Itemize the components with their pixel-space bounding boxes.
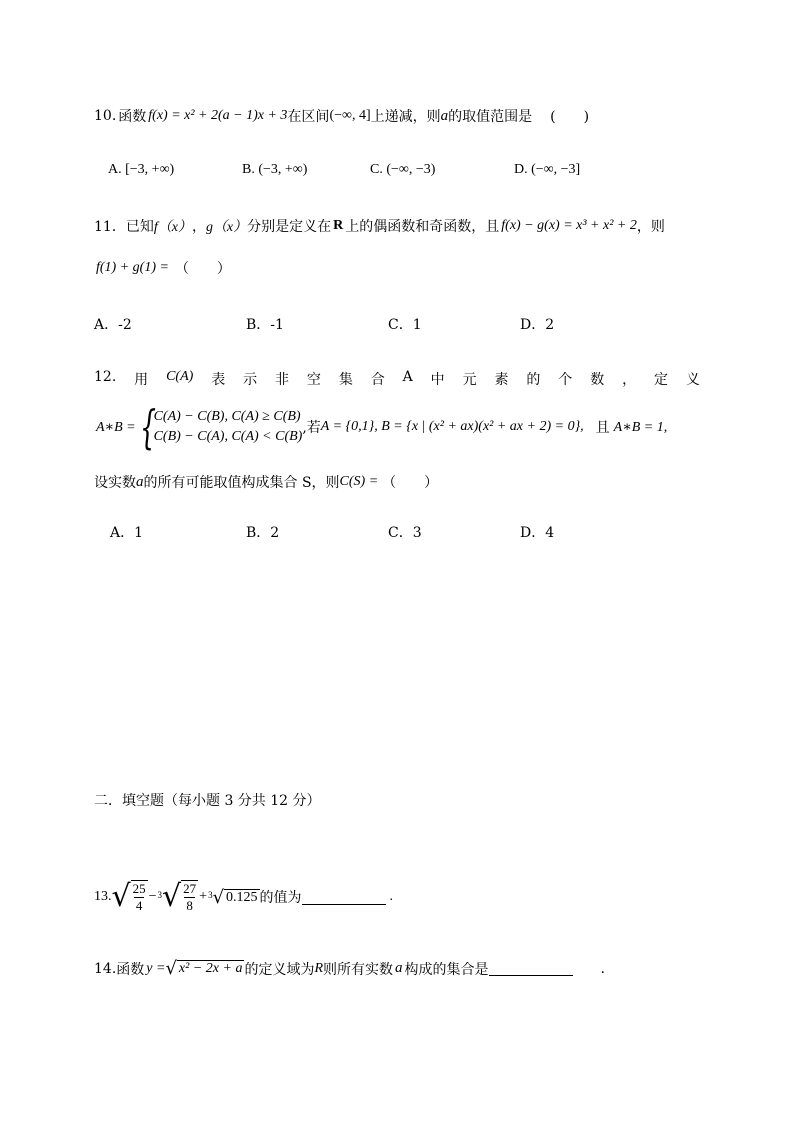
q10-number: 10. [94, 108, 117, 124]
q12-number: 12. [94, 369, 117, 385]
q14-r: R [314, 960, 324, 976]
q10-interval: (−∞, 4] [329, 108, 371, 123]
q13-answer-blank[interactable] [302, 890, 386, 905]
q10-tail2: 的取值范围是 [448, 109, 533, 125]
q13-plus: + [199, 889, 208, 904]
q12-line1-char: 个 [558, 372, 573, 388]
q11-fx: f（x） [153, 220, 192, 235]
q11-sum: f(1) + g(1) = [96, 260, 169, 275]
q12-line3 [94, 472, 438, 492]
q11-end: ，则 [636, 219, 665, 235]
q12-line1-char: 中 [430, 372, 445, 388]
q13-root-index-1: 3 [157, 890, 163, 900]
q12-line1-char: 示 [243, 372, 258, 388]
q13-frac2-num: 27 [183, 881, 197, 896]
q10-paren: ( ) [550, 109, 590, 125]
q12-line1-char: 定 [654, 372, 669, 388]
q14-tail: 构成的集合是 [404, 961, 489, 978]
q14-lead: 函数 [116, 961, 145, 978]
q13-frac-2 [181, 880, 198, 914]
q12-line3a: 设实数 [94, 475, 136, 491]
q14-answer-blank[interactable] [489, 961, 573, 976]
question-14 [94, 958, 605, 979]
q11-gx: g（x） [205, 220, 248, 235]
q12-line1-char: 数 [590, 372, 605, 388]
q10-formula: f(x) = x² + 2(a − 1)x + 3 [148, 108, 288, 123]
q11-option-a: A．-2 [94, 317, 132, 333]
q14-y: y = [146, 960, 166, 976]
q12-line1-char: 集 [338, 372, 353, 388]
question-11 [94, 216, 665, 236]
q11-number: 11． [94, 219, 126, 235]
q12-brace: { [139, 400, 156, 454]
section-2-title: 二．填空题（每小题 3 分共 12 分） [94, 793, 321, 809]
q10-lead: 函数 [118, 109, 147, 125]
q10-option-a: A. [−3, +∞) [108, 162, 175, 177]
q12-line1-char: A [402, 369, 413, 385]
q14-sqrt [165, 958, 244, 979]
q13-cbrt-2 [213, 887, 260, 908]
q12-line1-char: 义 [685, 372, 700, 388]
q12-line1-char: 表 [211, 372, 226, 388]
q13-number: 13. [94, 889, 112, 904]
q13-frac1-den: 4 [135, 898, 143, 913]
q10-tail1: 上递减，则 [370, 109, 441, 125]
q14-number: 14. [94, 960, 117, 977]
q13-frac-1 [131, 880, 148, 914]
q13-root-index-2: 3 [208, 890, 213, 900]
q12-line1-text [94, 369, 700, 389]
q14-radicand: x² − 2x + a [178, 961, 243, 976]
q11-option-c: C．1 [388, 317, 422, 333]
q12-line3b: 的所有可能取值构成集合 S，则 [143, 475, 340, 491]
q12-line1-char: 合 [370, 372, 385, 388]
q13-frac2-den: 8 [186, 898, 193, 913]
q13-radical-sign-2: √ [162, 879, 182, 914]
q13-end: . [389, 889, 394, 904]
question-13 [94, 880, 393, 914]
q11-r: R [333, 218, 344, 233]
q12-sets: A = {0,1}, B = {x | (x² + ax)(x² + ax + 2) = 0}, [320, 419, 584, 434]
question-10 [94, 106, 589, 126]
q12-qie: 且 [595, 420, 610, 436]
q13-sqrt-1 [112, 880, 148, 914]
q10-option-c: C. (−∞, −3) [370, 162, 436, 177]
q11-option-b: B．-1 [246, 317, 284, 333]
q13-cbrt-1 [162, 880, 198, 914]
q11-tail: 上的偶函数和奇函数，且 [345, 219, 500, 235]
q11-line2 [96, 258, 231, 278]
q12-definition [96, 400, 668, 454]
q12-option-a: A．1 [110, 525, 144, 541]
q12-option-d: D．4 [520, 525, 555, 541]
q12-line1-char: ， [622, 372, 637, 388]
q12-case-1: C(A) − C(B), C(A) ≥ C(B) [153, 409, 301, 424]
q11-comma: ， [191, 219, 206, 235]
question-12-line1 [94, 369, 700, 389]
q13-radical-sign-3: √ [212, 886, 225, 908]
q11-mid: 分别是定义在 [247, 219, 332, 235]
q12-line1-char: 用 [134, 372, 149, 388]
q11-lead: 已知 [125, 219, 154, 235]
q10-option-b: B. (−3, +∞) [242, 162, 308, 177]
q14-mid: 的定义域为 [244, 961, 315, 978]
q11-option-d: D．2 [520, 317, 555, 333]
q11-equation: f(x) − g(x) = x³ + x² + 2 [501, 218, 637, 233]
q12-condition: A∗B = 1, [613, 419, 668, 435]
q13-minus: − [148, 889, 157, 904]
q13-radicand: 0.125 [226, 889, 258, 905]
q10-option-d: D. (−∞, −3] [514, 162, 581, 177]
q12-def-lhs: A∗B = [96, 419, 136, 435]
q12-option-c: C．3 [388, 525, 422, 541]
q14-var: a [395, 960, 403, 976]
q12-option-b: B．2 [246, 525, 280, 541]
q12-paren: （ ） [382, 475, 439, 491]
q14-mid2: 则所有实数 [323, 961, 394, 978]
q14-end: . [600, 960, 605, 977]
q12-cs: C(S) = [339, 474, 379, 489]
q12-line1-char: 素 [494, 372, 509, 388]
q12-var: a [136, 473, 144, 490]
q12-cases [139, 400, 303, 454]
q12-line1-char: 非 [275, 372, 290, 388]
q12-case-2: C(B) − C(A), C(A) < C(B) [153, 429, 303, 444]
q10-mid: 在区间 [287, 109, 330, 125]
q12-line1-char: 元 [462, 372, 477, 388]
q14-radical-sign: √ [165, 958, 177, 979]
q10-var: a [440, 107, 449, 124]
q12-line1-char: 空 [306, 372, 321, 388]
q12-ruo: ,若 [302, 420, 321, 436]
q12-line1-char: C(A) [166, 369, 194, 384]
q13-radical-sign: √ [111, 879, 131, 914]
q12-line1-char: 的 [526, 372, 541, 388]
q13-tail: 的值为 [259, 890, 302, 906]
q13-frac1-num: 25 [132, 881, 146, 896]
q11-paren: （ ） [174, 261, 231, 277]
